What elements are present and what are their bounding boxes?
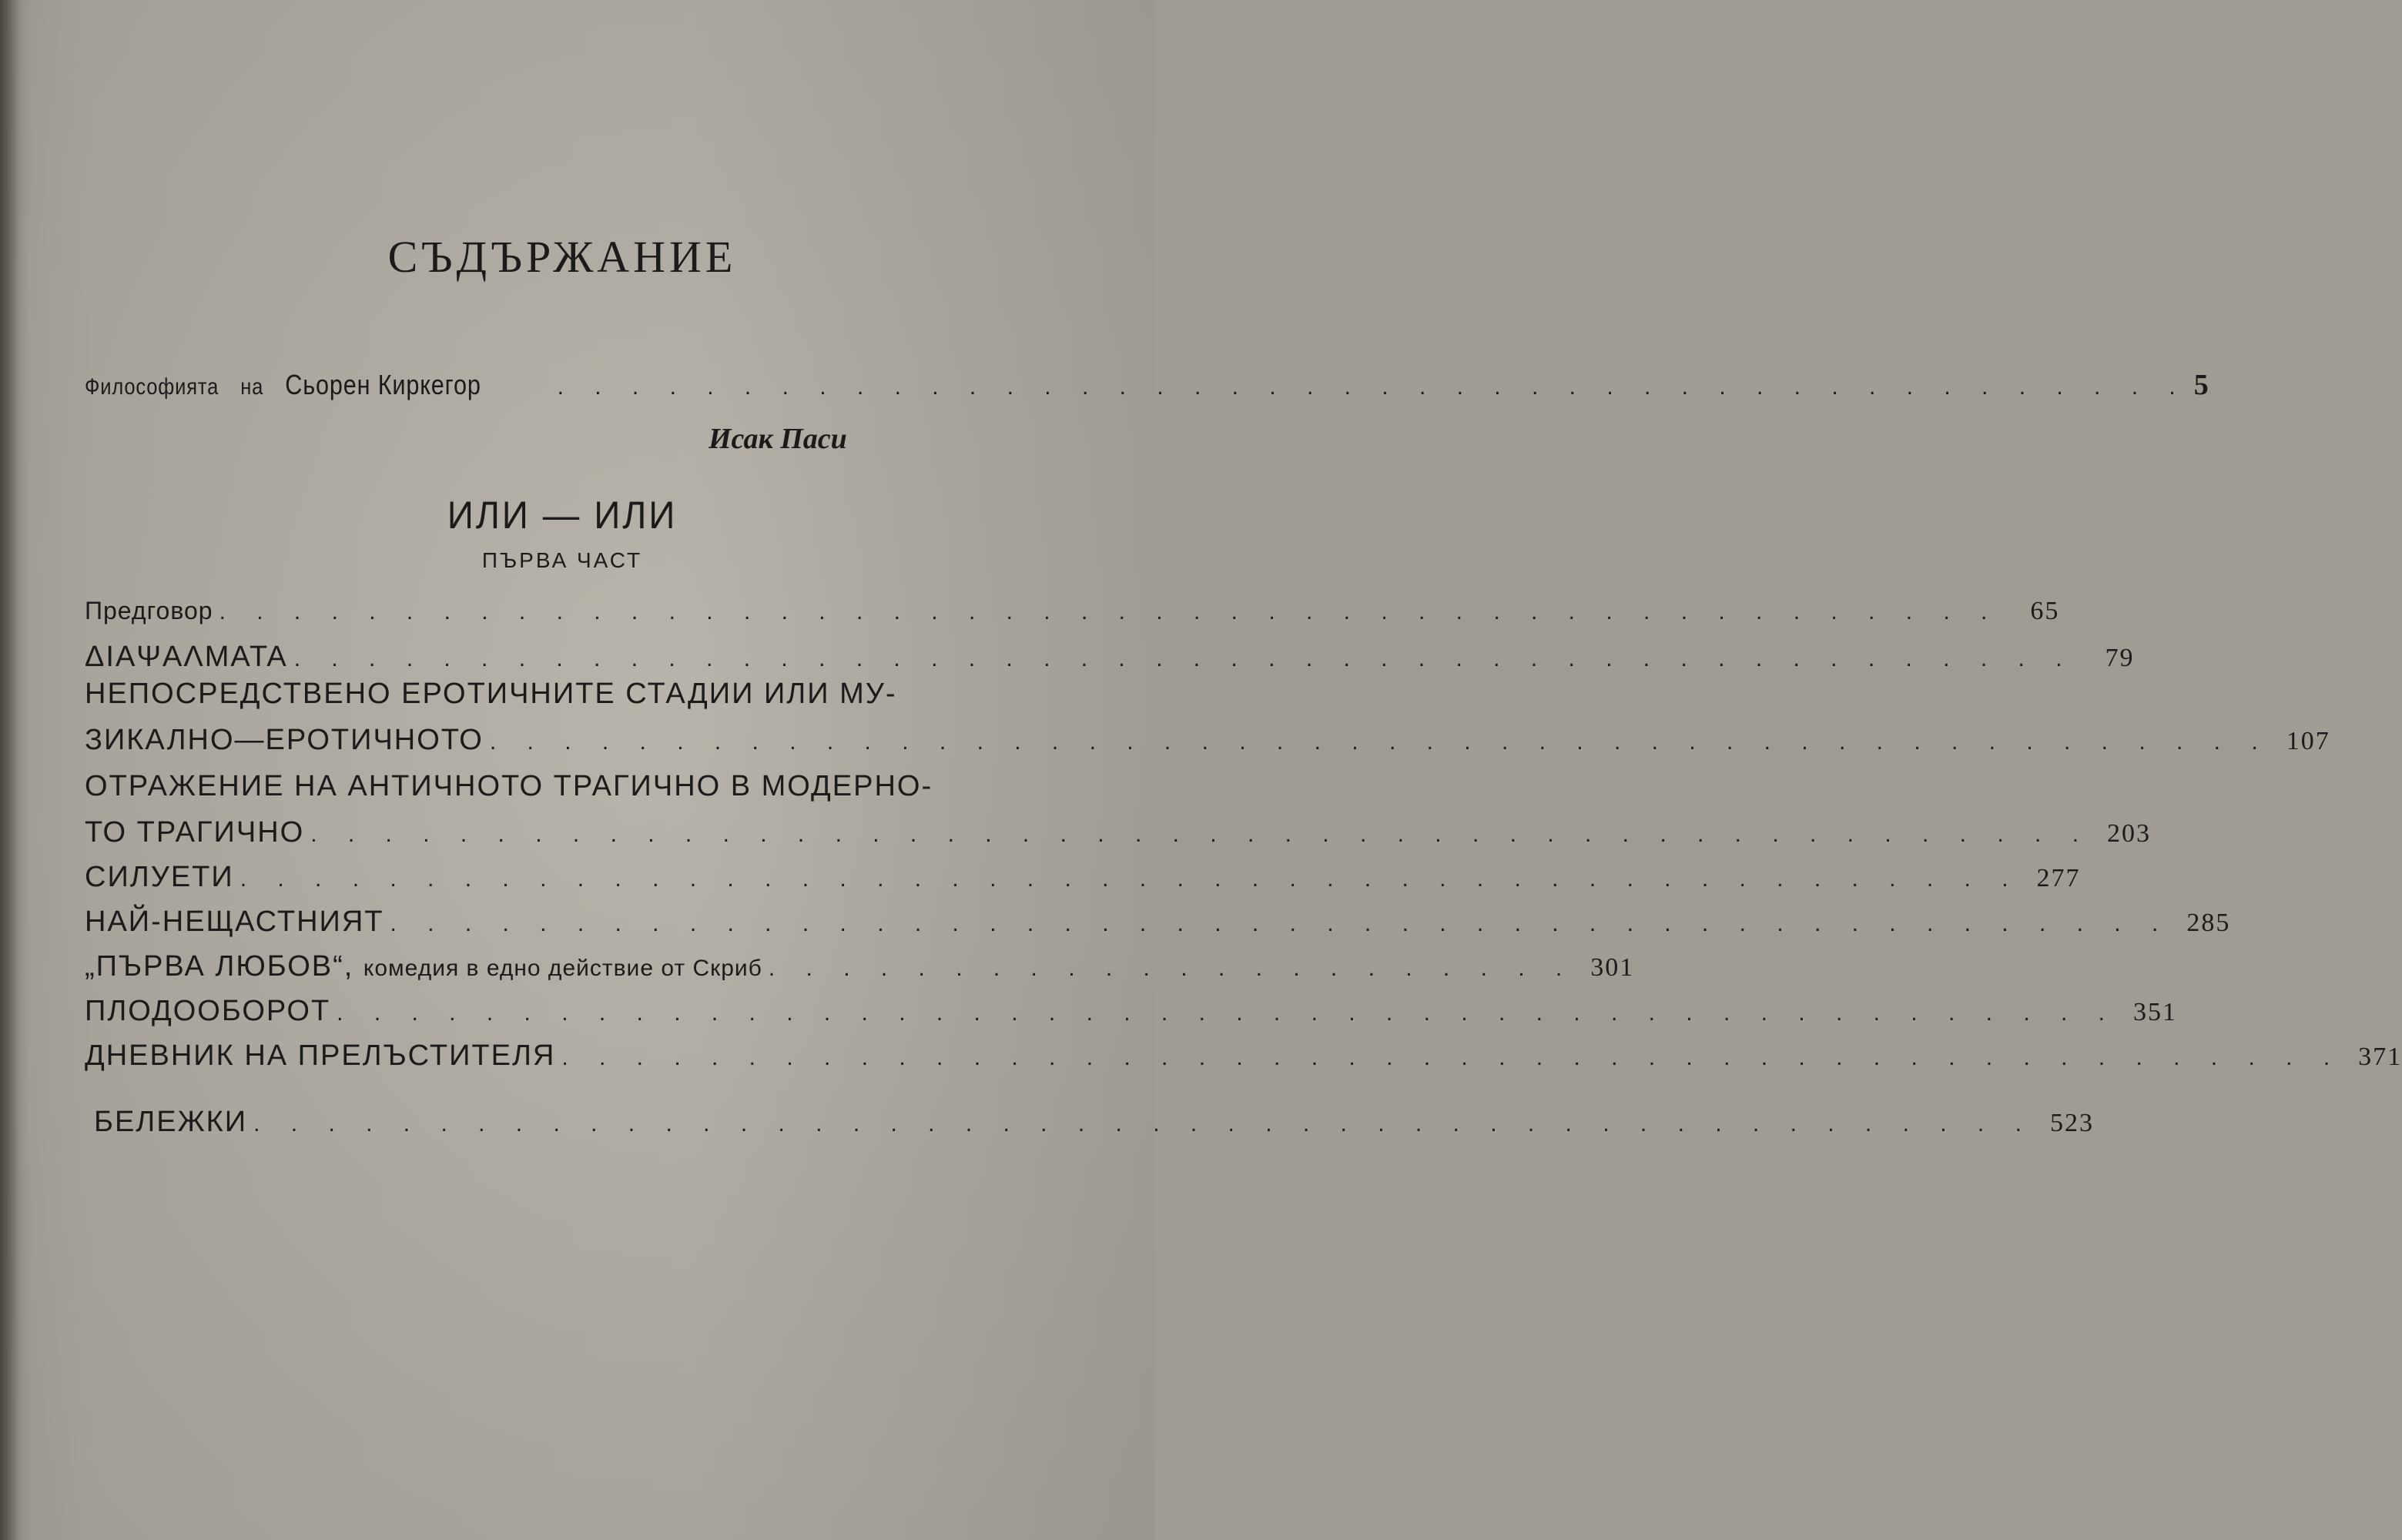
toc-entry: [85, 995, 2177, 1028]
entry-label: ДНЕВНИК НА ПРЕЛЪСТИТЕЛЯ: [85, 1040, 556, 1072]
leader-dots: . . . . . . . . . . . . . . . . . . . . . . . . . . . . . . . . . . . . . . . . . . . . . . . .: [219, 599, 2000, 624]
entry-label: ТО ТРАГИЧНО: [85, 816, 305, 849]
toc-entry: [85, 641, 2135, 674]
toc-entry: [85, 861, 2081, 894]
entry-label: БЕЛЕЖКИ: [94, 1106, 248, 1138]
essay-title: Философията на Сьорен Киркегор: [85, 369, 481, 400]
entry-label: „ПЪРВА ЛЮБОВ“, комедия в едно действие от Скриб: [85, 950, 762, 983]
toc-entry-essay: [85, 368, 2209, 402]
page-number: 301: [1590, 953, 1635, 982]
entry-label: ЗИКАЛНО—ЕРОТИЧНОТО: [85, 724, 484, 756]
page-number: 523: [2049, 1109, 2094, 1137]
leader-dots: . . . . . . . . . . . . . . . . . . . . . . . . . . . . . . . . . . . . . . . . . . . . . . . .: [293, 646, 2075, 671]
entry-label-line1: ОТРАЖЕНИЕ НА АНТИЧНОТО ТРАГИЧНО В МОДЕРНО-: [85, 770, 933, 802]
toc-entry: [85, 906, 2231, 939]
page-number: 277: [2036, 864, 2081, 892]
toc-entry: [94, 1106, 2094, 1139]
leader-dots: . . . . . . . . . . . . . . . . . . . . . . . . . . . . . . . . . . . . . . . . . . . . . . . .: [310, 822, 2092, 847]
part-subtitle: ПЪРВА ЧАСТ: [481, 548, 643, 572]
page-number: 371: [2358, 1043, 2402, 1071]
toc-entry: [85, 597, 2060, 626]
page-number: 107: [2286, 727, 2330, 755]
part-title: ИЛИ — ИЛИ: [447, 494, 678, 537]
page-number: 285: [2186, 909, 2231, 937]
toc-entry: [85, 816, 2152, 849]
leader-dots: . . . . . . . . . . . . . . . . . . . . . . . . . . . . . . . . . . . . . . . . . . . .: [557, 374, 2188, 400]
leader-dots: . . . . . . . . . . . . . . . . . . . . . . . . . . . . . . . . . . . . . . . . . . . . . . . .: [253, 1111, 2034, 1137]
toc-entry: [85, 1040, 2402, 1073]
page-number: 65: [2030, 597, 2060, 625]
entry-label: СИЛУЕТИ: [85, 861, 234, 893]
page-number: 203: [2107, 819, 2152, 848]
leader-dots: . . . . . . . . . . . . . . . . . . . . . . . . . . . . . . . . . . . . . . . . . . . . . . . .: [240, 866, 2021, 892]
toc-entry: [85, 724, 2330, 757]
page-number: 79: [2105, 644, 2135, 672]
toc-entry: [85, 950, 1635, 983]
essay-author: Исак Паси: [709, 423, 847, 455]
entry-label: НАЙ-НЕЩАСТНИЯТ: [85, 906, 384, 938]
page-number: 5: [2193, 369, 2209, 401]
page-number: 351: [2133, 998, 2177, 1026]
leader-dots: . . . . . . . . . . . . . . . . . . . . . . . . . . . . . . . . . . . . . . . . . . . . . . . .: [489, 729, 2270, 755]
leader-dots: . . . . . . . . . . . . . . . . . . . . . . . . . . . . . . . . . . . . . . . . . . . . . . . .: [390, 911, 2171, 936]
leader-dots: . . . . . . . . . . . . . . . . . . . . . . . . . . . . . . . . . . . . . . . . . . . . . . . .: [337, 1000, 2117, 1026]
page-title: СЪДЪРЖАНИЕ: [387, 232, 737, 282]
entry-label-line1: НЕПОСРЕДСТВЕНО ЕРОТИЧНИТЕ СТАДИИ ИЛИ МУ-: [85, 678, 897, 710]
entry-label: Предговор: [85, 597, 213, 624]
entry-label: ПЛОДООБОРОТ: [85, 995, 331, 1027]
leader-dots: . . . . . . . . . . . . . . . . . . . . . .: [768, 956, 1575, 981]
entry-label: ΔΙΑΨΑΛΜΑΤΑ: [85, 641, 288, 673]
leader-dots: . . . . . . . . . . . . . . . . . . . . . . . . . . . . . . . . . . . . . . . . . . . . . . . .: [561, 1045, 2343, 1070]
